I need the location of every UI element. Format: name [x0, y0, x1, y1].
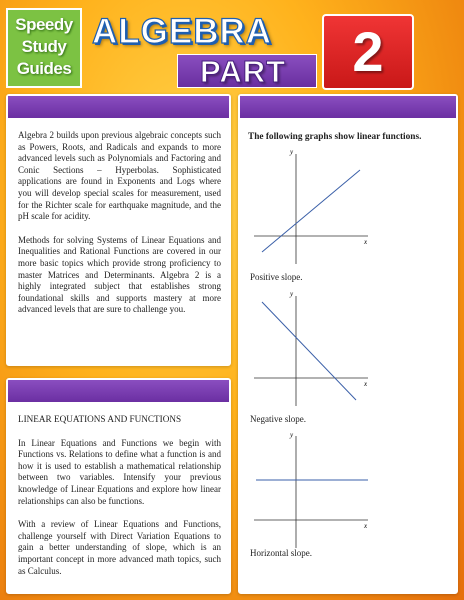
graphs-panel — [238, 94, 458, 594]
graph-positive-slope — [248, 146, 374, 268]
intro-paragraph-1: Algebra 2 builds upon previous algebraic concepts such as Powers, Roots, and Radicals and expands to more advanced levels such as Polynomials and Factoring and Conic Sections – Hyperbolas. Sophisticated applications are found in Exponents and Logs where you will develop special scales for measurement, used for the Richter scale for earthquake magnitude, and the pH scale for acidity. — [18, 130, 221, 222]
graph-horizontal-svg — [248, 430, 374, 552]
negative-slope-line — [262, 302, 356, 400]
x-axis-label: x — [364, 238, 368, 246]
graph-negative-svg — [248, 288, 374, 410]
y-axis-label: y — [290, 148, 294, 156]
speedy-study-guides-logo — [6, 8, 82, 88]
part-number-badge: 2 — [322, 14, 414, 90]
logo-line-2: Study — [21, 37, 67, 56]
positive-slope-line — [262, 170, 360, 252]
graphs-heading: The following graphs show linear functions. — [248, 132, 422, 142]
y-axis-label: y — [290, 431, 294, 439]
graph-negative-slope — [248, 288, 374, 410]
linear-panel-header — [8, 380, 229, 402]
intro-panel — [6, 94, 231, 366]
linear-text — [18, 414, 221, 589]
linear-paragraph-2: With a review of Linear Equations and Functions, challenge yourself with Direct Variation Equations to gain a better understanding of slope, which is an important concept in more advanced math topics, such as Calculus. — [18, 519, 221, 576]
linear-paragraph-1: In Linear Equations and Functions we begin with Functions vs. Relations to define what a function is and how it is used to establish a mathematical relationship between two variables. Intensify your previous knowledge of Linear Equations and explore how linear relationships can also be functions. — [18, 437, 221, 506]
caption-horizontal: Horizontal slope. — [250, 548, 312, 558]
intro-paragraph-2: Methods for solving Systems of Linear Equations and Inequalities and Rational Functions are covered in our more basic topics which provide strong proficiency to master Matrices and Determinants. Algebra 2 is a highly integrated subject that establishes strong foundational skills and supports mastery at more advanced levels that are sure to challenge you. — [18, 234, 221, 315]
intro-text — [18, 130, 221, 328]
x-axis-label: x — [364, 380, 368, 388]
y-axis-label: y — [290, 290, 294, 298]
caption-negative: Negative slope. — [250, 414, 306, 424]
title-part: PART — [200, 54, 287, 89]
caption-positive: Positive slope. — [250, 272, 303, 282]
title-algebra: ALGEBRA — [92, 12, 273, 51]
intro-panel-header — [8, 96, 229, 118]
graph-horizontal-slope — [248, 430, 374, 552]
graphs-panel-header — [240, 96, 456, 118]
linear-equations-panel — [6, 378, 231, 594]
logo-line-1: Speedy — [15, 15, 73, 34]
graph-positive-svg — [248, 146, 374, 268]
logo-line-3: Guides — [16, 59, 72, 78]
x-axis-label: x — [364, 522, 368, 530]
section-heading: LINEAR EQUATIONS AND FUNCTIONS — [18, 414, 182, 424]
